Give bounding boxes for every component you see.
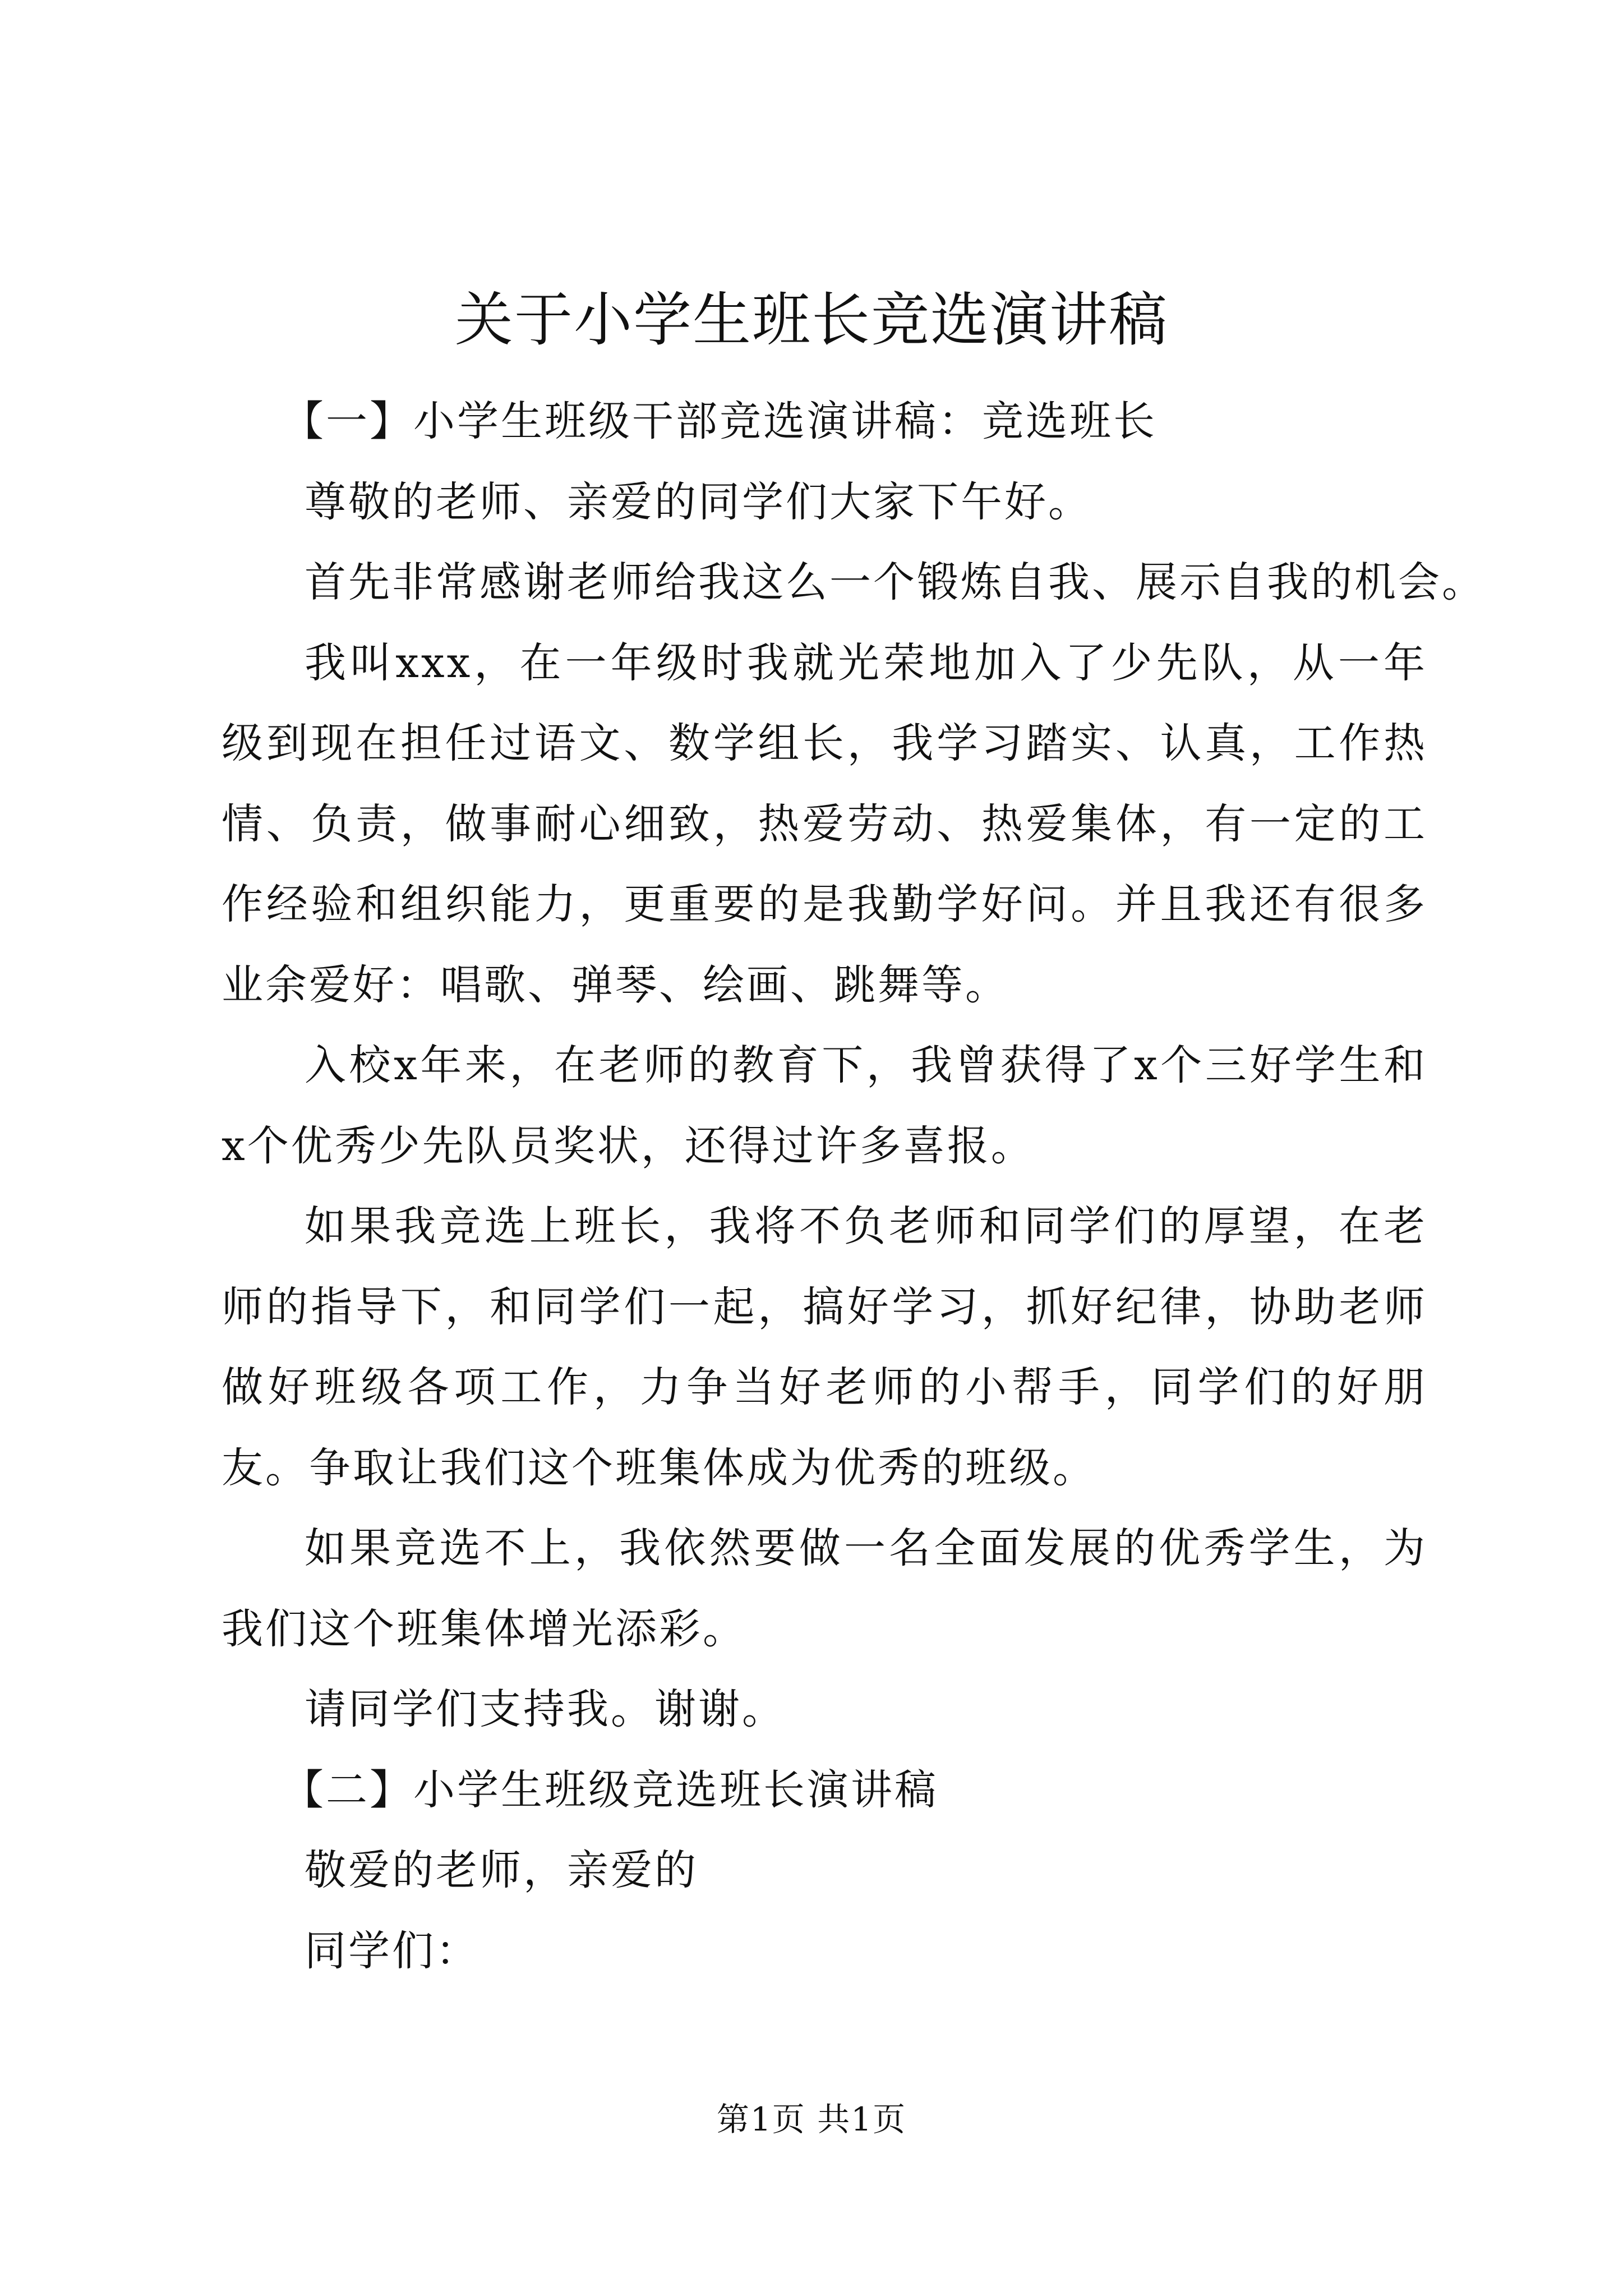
document-title: 关于小学生班长竞选演讲稿	[454, 286, 1168, 354]
paragraph: 同学们：	[305, 1926, 479, 1975]
paragraph: 我叫xxx，在一年级时我就光荣地加入了少先队，从一年级到现在担任过语文、数学组长，我学习踏实、认真，工作热情、负责，做事耐心细致，热爱劳动、热爱集体，有一定的工作经验和组织能力，更重要的是我勤学好问。并且我还有很多业余爱好：唱歌、弹琴、绘画、跳舞等。	[222, 638, 1427, 1009]
page-footer: 第1页 共1页	[716, 2100, 907, 2138]
paragraph: 如果竞选不上，我依然要做一名全面发展的优秀学生，为我们这个班集体增光添彩。	[222, 1524, 1427, 1653]
paragraph: 如果我竞选上班长，我将不负老师和同学们的厚望，在老师的指导下，和同学们一起，搞好学习，抓好纪律，协助老师做好班级各项工作，力争当好老师的小帮手，同学们的好朋友。争取让我们这个班集体成为优秀的班级。	[222, 1202, 1427, 1492]
paragraph: 尊敬的老师、亲爱的同学们大家下午好。	[305, 477, 1092, 526]
paragraph: 入校x年来，在老师的教育下，我曾获得了x个三好学生和x个优秀少先队员奖状，还得过许多喜报。	[222, 1041, 1427, 1170]
section-2-heading-text: 【二】小学生班级竞选班长演讲稿	[282, 1765, 938, 1814]
section-2-heading	[222, 1750, 1427, 1831]
section-1-heading-text: 【一】小学生班级干部竞选演讲稿：竞选班长	[282, 397, 1157, 445]
paragraph: 敬爱的老师，亲爱的	[305, 1846, 698, 1894]
document-body	[222, 381, 1486, 1991]
paragraph: 请同学们支持我。谢谢。	[305, 1685, 786, 1733]
section-1-heading	[222, 381, 1427, 462]
paragraph: 首先非常感谢老师给我这么一个锻炼自我、展示自我的机会。	[305, 558, 1486, 606]
